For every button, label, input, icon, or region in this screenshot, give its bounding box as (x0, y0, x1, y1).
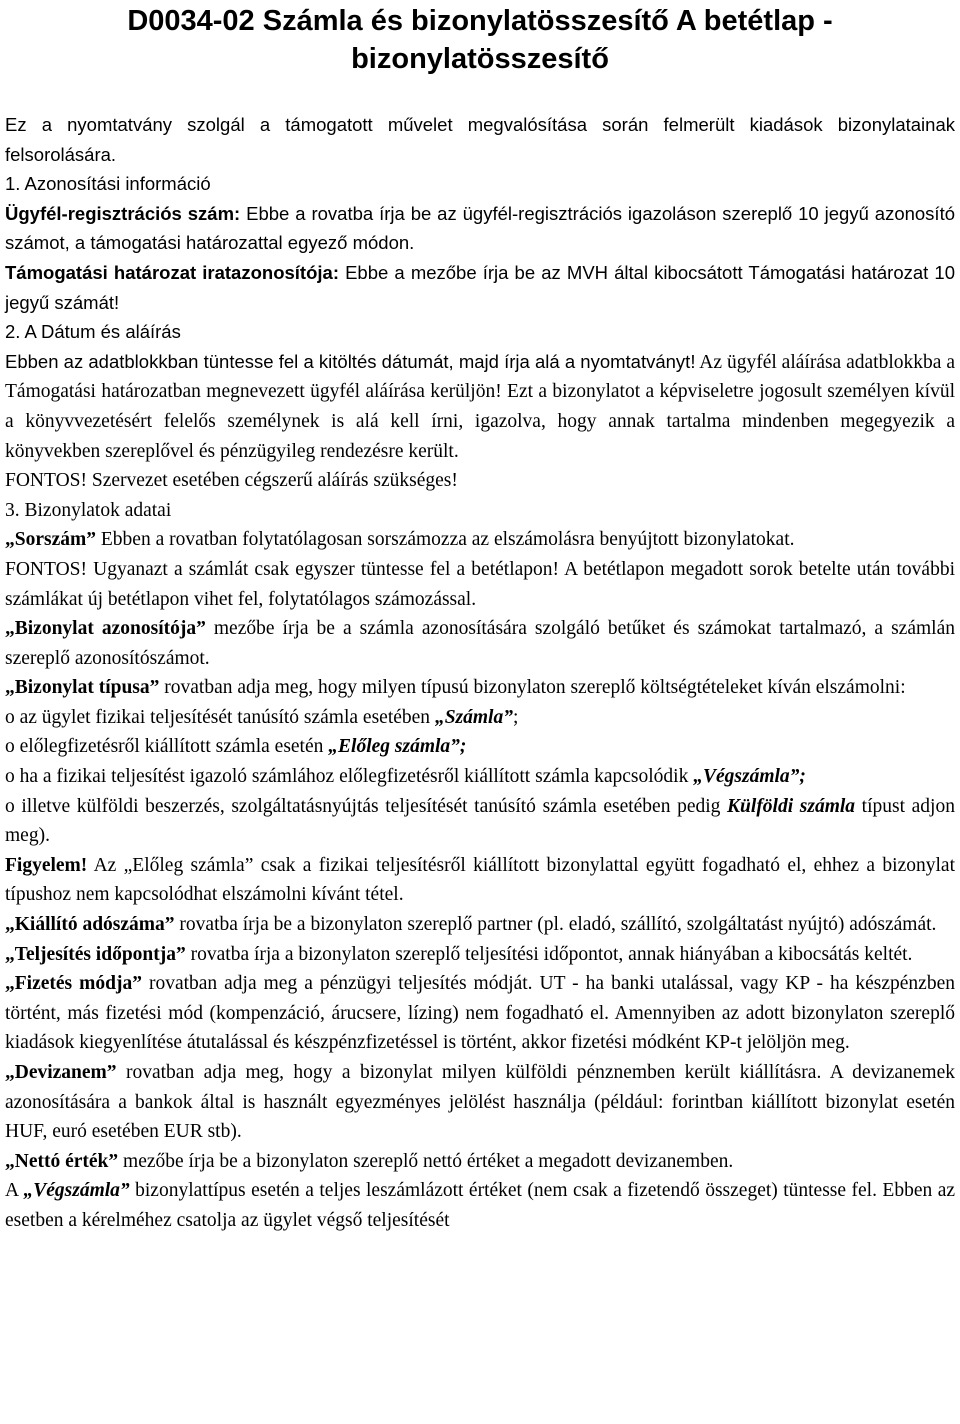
sorszam-label: „Sorszám” (5, 529, 96, 551)
document-type-paragraph (5, 673, 955, 703)
fulfillment-date-label: „Teljesítés időpontja” (5, 943, 186, 965)
signature-paragraph (5, 347, 955, 466)
payment-method-text: rovatban adja meg a pénzügyi teljesítés módját. UT - ha banki utalással, vagy KP - ha készpénzben történt, más fizetési mód (kompenzáció, árucsere, lízing) nem fogadható el. Amennyiben az adott bizonylaton szereplő kiadások kiegyenlítése átutalással és készpénzfizetéssel is történt, akkor fizetési módként KP-t jelöljön meg. (5, 973, 955, 1054)
section-3-heading: 3. Bizonylatok adatai (5, 499, 172, 521)
option-4-text: o illetve külföldi beszerzés, szolgáltatásnyújtás teljesítését tanúsító számla esetében pedig (5, 795, 728, 817)
option-3-type: „Végszámla”; (693, 766, 806, 788)
option-2-text: o előlegfizetésről kiállított számla esetén (5, 736, 329, 758)
important-text: Szervezet esetében cégszerű aláírás szükséges! (87, 470, 458, 492)
signature-text: Az ügyfél aláírása adatblokkba a Támogatási határozatban megnevezett ügyfél aláírása kerüljön! Ezt a bizonylatot a képviseletre jogosult személyen kívül a könyvvezetésért felelős személynek is alá kell írni, igazolva, hogy annak tartalma mindenben megegyezik a könyvekben szereplővel és pénzügyileg rendezésre került. (5, 351, 955, 462)
document-id-label: „Bizonylat azonosítója” (5, 618, 206, 640)
option-1-type: „Számla” (434, 706, 513, 728)
attention-label: Figyelem! (5, 854, 88, 876)
final-invoice-paragraph (5, 1176, 955, 1235)
document-body (5, 110, 955, 1236)
final-invoice-text: bizonylattípus esetén a teljes leszámlázott értéket (nem csak a fizetendő összeget) tüntesse fel. Ebben az esetben a kérelméhez csatolja az ügylet végső teljesítését (5, 1180, 956, 1231)
currency-label: „Devizanem” (5, 1062, 117, 1083)
intro-paragraph: Ez a nyomtatvány szolgál a támogatott művelet megvalósítása során felmerült kiadások bizonylatainak felsorolására. (5, 114, 955, 165)
page-title (0, 2, 960, 78)
document-type-label: „Bizonylat típusa” (5, 677, 160, 699)
sorszam-paragraph (5, 525, 955, 555)
list-item (5, 703, 955, 733)
net-value-text: mezőbe írja be a bizonylaton szereplő nettó értéket a megadott devizanemben. (118, 1150, 734, 1172)
fulfillment-date-paragraph (5, 940, 955, 970)
important-2-paragraph: FONTOS! Ugyanazt a számlát csak egyszer tüntesse fel a betétlapon! A betétlapon megadott sorok betelte után további számlákat új betétlapon vihet fel, folytatólagos számozással. (5, 558, 955, 610)
issuer-tax-paragraph (5, 910, 955, 940)
list-item (5, 762, 955, 792)
currency-paragraph (5, 1058, 955, 1147)
client-registration-label: Ügyfél-regisztrációs szám: (5, 202, 241, 224)
issuer-tax-label: „Kiállító adószáma” (5, 914, 175, 936)
option-4-type: Külföldi számla (727, 795, 856, 817)
option-1-post: ; (512, 706, 519, 728)
important-label: FONTOS! (5, 470, 87, 492)
section-1-heading: 1. Azonosítási információ (5, 173, 211, 195)
document-type-text: rovatban adja meg, hogy milyen típusú bizonylaton szereplő költségtételeket kíván elszámolni: (159, 677, 906, 699)
issuer-tax-text: rovatba írja be a bizonylaton szereplő partner (pl. eladó, szállító, szolgáltatást nyújtó) adószámát. (174, 914, 937, 936)
payment-method-label: „Fizetés módja” (5, 973, 142, 995)
currency-text: rovatban adja meg, hogy a bizonylat milyen külföldi pénznemben került kiállításra. A devizanemek azonosítására a bankok által is használt egyezményes jelölést használja (például: forintban kiállított bizonylat esetén HUF, euró esetében EUR stb). (5, 1062, 955, 1143)
attention-paragraph (5, 851, 955, 910)
option-4-post: típust adjon meg). (5, 795, 955, 847)
decision-id-label: Támogatási határozat iratazonosítója: (5, 261, 339, 283)
important-paragraph (5, 466, 955, 496)
option-2-type: „Előleg számla”; (328, 736, 467, 758)
sorszam-text: Ebben a rovatban folytatólagosan sorszámozza az elszámolásra benyújtott bizonylatokat. (96, 529, 795, 551)
client-registration-paragraph (5, 199, 955, 258)
document-id-text: mezőbe írja be a számla azonosítására szolgáló betűket és számokat tartalmazó, a számlán szereplő azonosítószámot. (5, 618, 955, 669)
client-registration-text: Ebbe a rovatba írja be az ügyfél-regisztrációs igazoláson szereplő 10 jegyű azonosító számot, a támogatási határozattal egyező módon. (5, 202, 956, 254)
fulfillment-date-text: rovatba írja a bizonylaton szereplő teljesítési időpontot, annak hiányában a kibocsátás keltét. (185, 943, 913, 965)
option-3-text: o ha a fizikai teljesítést igazoló számlához előlegfizetésről kiállított számla kapcsolódik (5, 766, 694, 788)
net-value-paragraph (5, 1147, 955, 1177)
payment-method-paragraph (5, 969, 955, 1058)
final-invoice-pre: A (5, 1180, 24, 1202)
decision-id-paragraph (5, 258, 955, 317)
list-item (5, 732, 955, 762)
title-line-2: bizonylatösszesítő (351, 43, 609, 75)
final-invoice-type: „Végszámla” (23, 1180, 130, 1202)
attention-text: Az „Előleg számla” csak a fizikai teljesítésről kiállított bizonylattal együtt fogadható el, ehhez a bizonylat típushoz nem kapcsolódhat elszámolni kívánt tétel. (5, 854, 955, 906)
signature-text-sans: Ebben az adatblokkban tüntesse fel a kitöltés dátumát, majd írja alá a nyomtatványt! (5, 350, 696, 372)
net-value-label: „Nettó érték” (5, 1150, 119, 1172)
list-item (5, 792, 955, 851)
section-2-heading: 2. A Dátum és aláírás (5, 321, 181, 343)
document-id-paragraph (5, 614, 955, 673)
option-1-text: o az ügylet fizikai teljesítését tanúsító számla esetében (5, 706, 435, 728)
decision-id-text: Ebbe a mezőbe írja be az MVH által kibocsátott Támogatási határozat 10 jegyű számát! (5, 261, 955, 313)
title-line-1: D0034-02 Számla és bizonylatösszesítő A betétlap - (127, 5, 833, 37)
